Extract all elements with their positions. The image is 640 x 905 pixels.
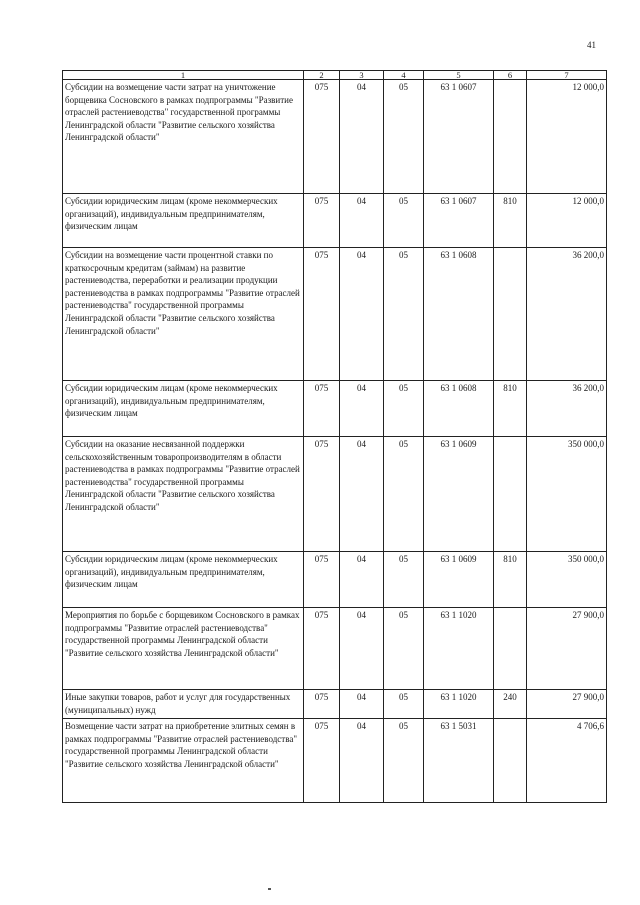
amount-cell: 36 200,0 (527, 381, 607, 437)
scan-artifact-mark (268, 888, 271, 890)
budget-table (62, 70, 607, 803)
section-cell: 04 (340, 690, 384, 719)
amount-cell: 12 000,0 (527, 80, 607, 194)
row-name-cell: Иные закупки товаров, работ и услуг для государственных (муниципальных) нужд (63, 690, 304, 719)
row-name-cell: Субсидии юридическим лицам (кроме некоммерческих организаций), индивидуальным предпринимателям, физическим лицам (63, 194, 304, 248)
target-article-cell: 63 1 0607 (424, 80, 494, 194)
amount-cell: 4 706,6 (527, 719, 607, 803)
column-header: 3 (340, 71, 384, 80)
section-cell: 04 (340, 381, 384, 437)
table-header-row (63, 71, 607, 80)
amount-cell: 27 900,0 (527, 690, 607, 719)
section-cell: 04 (340, 194, 384, 248)
column-header: 7 (527, 71, 607, 80)
column-header: 4 (384, 71, 424, 80)
target-article-cell: 63 1 1020 (424, 608, 494, 690)
target-article-cell: 63 1 0607 (424, 194, 494, 248)
amount-cell: 27 900,0 (527, 608, 607, 690)
expense-type-cell (494, 248, 527, 381)
subsection-cell: 05 (384, 437, 424, 552)
target-article-cell: 63 1 0609 (424, 552, 494, 608)
section-cell: 04 (340, 248, 384, 381)
row-name-cell: Возмещение части затрат на приобретение элитных семян в рамках подпрограммы "Развитие отраслей растениеводства" государственной программы Ленинградской области "Развитие сельского хозяйства Ленинградской области" (63, 719, 304, 803)
subsection-cell: 05 (384, 248, 424, 381)
expense-type-cell (494, 80, 527, 194)
section-cell: 04 (340, 552, 384, 608)
table-row (63, 552, 607, 608)
expense-type-cell (494, 719, 527, 803)
admin-code-cell: 075 (304, 194, 340, 248)
row-name-cell: Мероприятия по борьбе с борщевиком Сосновского в рамках подпрограммы "Развитие отраслей растениеводства" государственной программы Ленинградской области "Развитие сельского хозяйства Ленинградской области" (63, 608, 304, 690)
admin-code-cell: 075 (304, 437, 340, 552)
table-row (63, 690, 607, 719)
column-header: 1 (63, 71, 304, 80)
target-article-cell: 63 1 0609 (424, 437, 494, 552)
table-row (63, 248, 607, 381)
admin-code-cell: 075 (304, 80, 340, 194)
subsection-cell: 05 (384, 80, 424, 194)
row-name-cell: Субсидии юридическим лицам (кроме некоммерческих организаций), индивидуальным предпринимателям, физическим лицам (63, 381, 304, 437)
amount-cell: 350 000,0 (527, 552, 607, 608)
expense-type-cell: 810 (494, 381, 527, 437)
table-row (63, 719, 607, 803)
section-cell: 04 (340, 719, 384, 803)
expense-type-cell (494, 608, 527, 690)
admin-code-cell: 075 (304, 690, 340, 719)
page-number: 41 (587, 40, 596, 50)
target-article-cell: 63 1 5031 (424, 719, 494, 803)
row-name-cell: Субсидии на оказание несвязанной поддержки сельскохозяйственным товаропроизводителям в области растениеводства в рамках подпрограммы "Развитие отраслей растениеводства" государственной программы Ленинградской области "Развитие сельского хозяйства Ленинградской области" (63, 437, 304, 552)
section-cell: 04 (340, 608, 384, 690)
table-row (63, 80, 607, 194)
column-header: 5 (424, 71, 494, 80)
admin-code-cell: 075 (304, 381, 340, 437)
expense-type-cell: 810 (494, 552, 527, 608)
table-row (63, 437, 607, 552)
amount-cell: 350 000,0 (527, 437, 607, 552)
column-header: 2 (304, 71, 340, 80)
subsection-cell: 05 (384, 719, 424, 803)
admin-code-cell: 075 (304, 248, 340, 381)
admin-code-cell: 075 (304, 608, 340, 690)
subsection-cell: 05 (384, 552, 424, 608)
section-cell: 04 (340, 437, 384, 552)
admin-code-cell: 075 (304, 552, 340, 608)
table-row (63, 194, 607, 248)
expense-type-cell: 810 (494, 194, 527, 248)
amount-cell: 12 000,0 (527, 194, 607, 248)
target-article-cell: 63 1 0608 (424, 248, 494, 381)
table-row (63, 608, 607, 690)
subsection-cell: 05 (384, 690, 424, 719)
column-header: 6 (494, 71, 527, 80)
subsection-cell: 05 (384, 381, 424, 437)
amount-cell: 36 200,0 (527, 248, 607, 381)
admin-code-cell: 075 (304, 719, 340, 803)
row-name-cell: Субсидии юридическим лицам (кроме некоммерческих организаций), индивидуальным предпринимателям, физическим лицам (63, 552, 304, 608)
subsection-cell: 05 (384, 608, 424, 690)
row-name-cell: Субсидии на возмещение части процентной ставки по краткосрочным кредитам (займам) на развитие растениеводства, переработки и реализации продукции растениеводства в рамках подпрограммы "Развитие отраслей растениеводства" государственной программы Ленинградской области "Развитие сельского хозяйства Ленинградской области" (63, 248, 304, 381)
expense-type-cell: 240 (494, 690, 527, 719)
table-row (63, 381, 607, 437)
subsection-cell: 05 (384, 194, 424, 248)
target-article-cell: 63 1 1020 (424, 690, 494, 719)
row-name-cell: Субсидии на возмещение части затрат на уничтожение борщевика Сосновского в рамках подпрограммы "Развитие отраслей растениеводства" государственной программы Ленинградской области "Развитие сельского хозяйства Ленинградской области" (63, 80, 304, 194)
expense-type-cell (494, 437, 527, 552)
section-cell: 04 (340, 80, 384, 194)
target-article-cell: 63 1 0608 (424, 381, 494, 437)
